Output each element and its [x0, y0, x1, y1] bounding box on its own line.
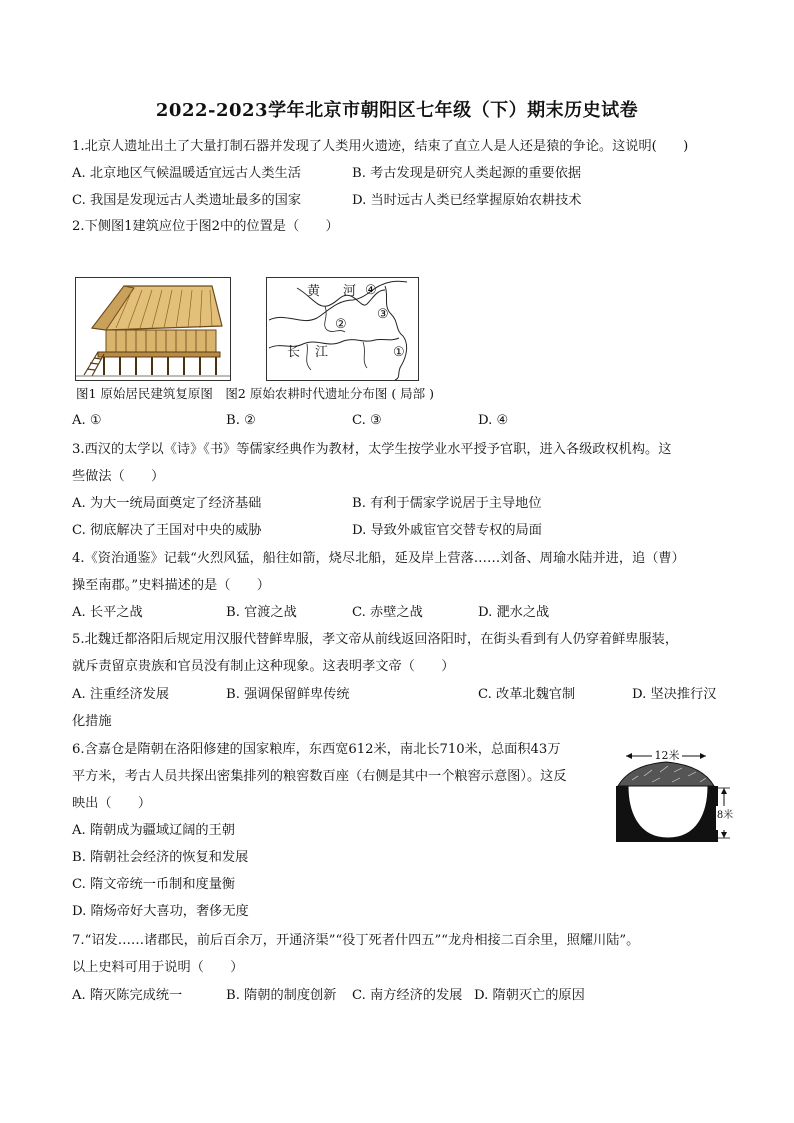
granary-cellar-figure — [612, 742, 734, 846]
q2-figure-caption: 图1 原始居民建筑复原图 图2 原始农耕时代遗址分布图 ( 局部 ) — [76, 386, 435, 401]
q5-option-d-part2: 化措施 — [72, 714, 112, 729]
q2-option-b: B. ② — [226, 413, 256, 428]
map-marker-1: ① — [393, 345, 405, 360]
q4-option-b: B. 官渡之战 — [226, 605, 297, 620]
neolithic-site-map — [266, 277, 419, 381]
stilt-house-figure — [75, 277, 231, 381]
q1-option-c: C. 我国是发现远古人类遗址最多的国家 — [72, 193, 302, 208]
map-marker-4: ④ — [365, 283, 377, 298]
map-marker-3: ③ — [377, 307, 389, 322]
granary-illustration — [612, 742, 734, 846]
q6-option-d: D. 隋炀帝好大喜功，奢侈无度 — [72, 904, 249, 919]
q3-option-a: A. 为大一统局面奠定了经济基础 — [72, 496, 262, 511]
map-illustration — [267, 278, 418, 380]
map-label-he: 河 — [343, 284, 357, 299]
q5-option-d-part1: D. 坚决推行汉 — [632, 687, 717, 702]
q2-stem: 2.下侧图1建筑应位于图2中的位置是（ ） — [72, 219, 339, 234]
exam-title: 2022-2023学年北京市朝阳区七年级（下）期末历史试卷 — [155, 100, 639, 121]
q1-stem: 1.北京人遗址出土了大量打制石器并发现了人类用火遗迹，结束了直立人是人还是猿的争论。这说明( ) — [72, 139, 689, 154]
q6-stem-line1: 6.含嘉仓是隋朝在洛阳修建的国家粮库，东西宽612米，南北长710米，总面积43万 — [72, 742, 561, 757]
q2-option-c: C. ③ — [352, 413, 382, 428]
q4-stem-line1: 4.《资治通鉴》记载“火烈风猛，船往如箭，烧尽北船，延及岸上营落……刘备、周瑜水陆并进，追（曹） — [72, 551, 685, 566]
q6-option-a: A. 隋朝成为疆域辽阔的王朝 — [72, 823, 235, 838]
q3-stem-line2: 些做法（ ） — [72, 469, 165, 484]
q6-option-b: B. 隋朝社会经济的恢复和发展 — [72, 850, 249, 865]
q3-option-b: B. 有利于儒家学说居于主导地位 — [352, 496, 542, 511]
map-label-huang: 黄 — [307, 284, 321, 299]
q7-option-c: C. 南方经济的发展 — [352, 988, 463, 1003]
q5-option-c: C. 改革北魏官制 — [478, 687, 576, 702]
q3-option-c: C. 彻底解决了王国对中央的威胁 — [72, 523, 262, 538]
q5-option-b: B. 强调保留鲜卑传统 — [226, 687, 350, 702]
q1-option-b: B. 考古发现是研究人类起源的重要依据 — [352, 166, 582, 181]
q7-option-d: D. 隋朝灭亡的原因 — [474, 988, 585, 1003]
q5-stem-line1: 5.北魏迁都洛阳后规定用汉服代替鲜卑服，孝文帝从前线返回洛阳时，在街头看到有人仍穿着鲜卑服装， — [72, 632, 679, 647]
q1-option-a: A. 北京地区气候温暖适宜远古人类生活 — [72, 166, 301, 181]
q2-option-d: D. ④ — [478, 413, 509, 428]
q4-option-c: C. 赤壁之战 — [352, 605, 423, 620]
q3-stem-line1: 3.西汉的太学以《诗》《书》等儒家经典作为教材，太学生按学业水平授予官职，进入各级政权机构。这 — [72, 442, 672, 457]
map-marker-2: ② — [335, 317, 347, 332]
q6-option-c: C. 隋文帝统一币制和度量衡 — [72, 877, 236, 892]
q7-stem-line1: 7.“诏发……诸郡民，前后百余万，开通济渠”“役丁死者什四五”“龙舟相接二百余里，照耀川陆”。 — [72, 933, 640, 948]
q4-option-d: D. 淝水之战 — [478, 605, 550, 620]
q7-option-b: B. 隋朝的制度创新 — [226, 988, 337, 1003]
q5-option-a: A. 注重经济发展 — [72, 687, 170, 702]
map-label-jiang: 江 — [315, 345, 329, 360]
granary-depth-label: 8米 — [716, 810, 734, 821]
q2-option-a: A. ① — [72, 413, 102, 428]
q5-stem-line2: 就斥责留京贵族和官员没有制止这种现象。这表明孝文帝（ ） — [72, 659, 455, 674]
q7-stem-line2: 以上史料可用于说明（ ） — [72, 960, 244, 975]
q7-option-a: A. 隋灭陈完成统一 — [72, 988, 183, 1003]
q4-stem-line2: 操至南郡。”史料描述的是（ ） — [72, 578, 270, 593]
map-label-chang: 长 — [287, 345, 301, 360]
granary-width-label: 12米 — [654, 749, 680, 762]
q1-option-d: D. 当时远古人类已经掌握原始农耕技术 — [352, 193, 582, 208]
stilt-house-illustration — [76, 278, 230, 380]
q6-stem-line2: 平方米，考古人员共探出密集排列的粮窖数百座（右侧是其中一个粮窖示意图）。这反 — [72, 769, 567, 784]
q6-stem-line3: 映出（ ） — [72, 796, 152, 811]
q4-option-a: A. 长平之战 — [72, 605, 143, 620]
q3-option-d: D. 导致外戚宦官交替专权的局面 — [352, 523, 542, 538]
